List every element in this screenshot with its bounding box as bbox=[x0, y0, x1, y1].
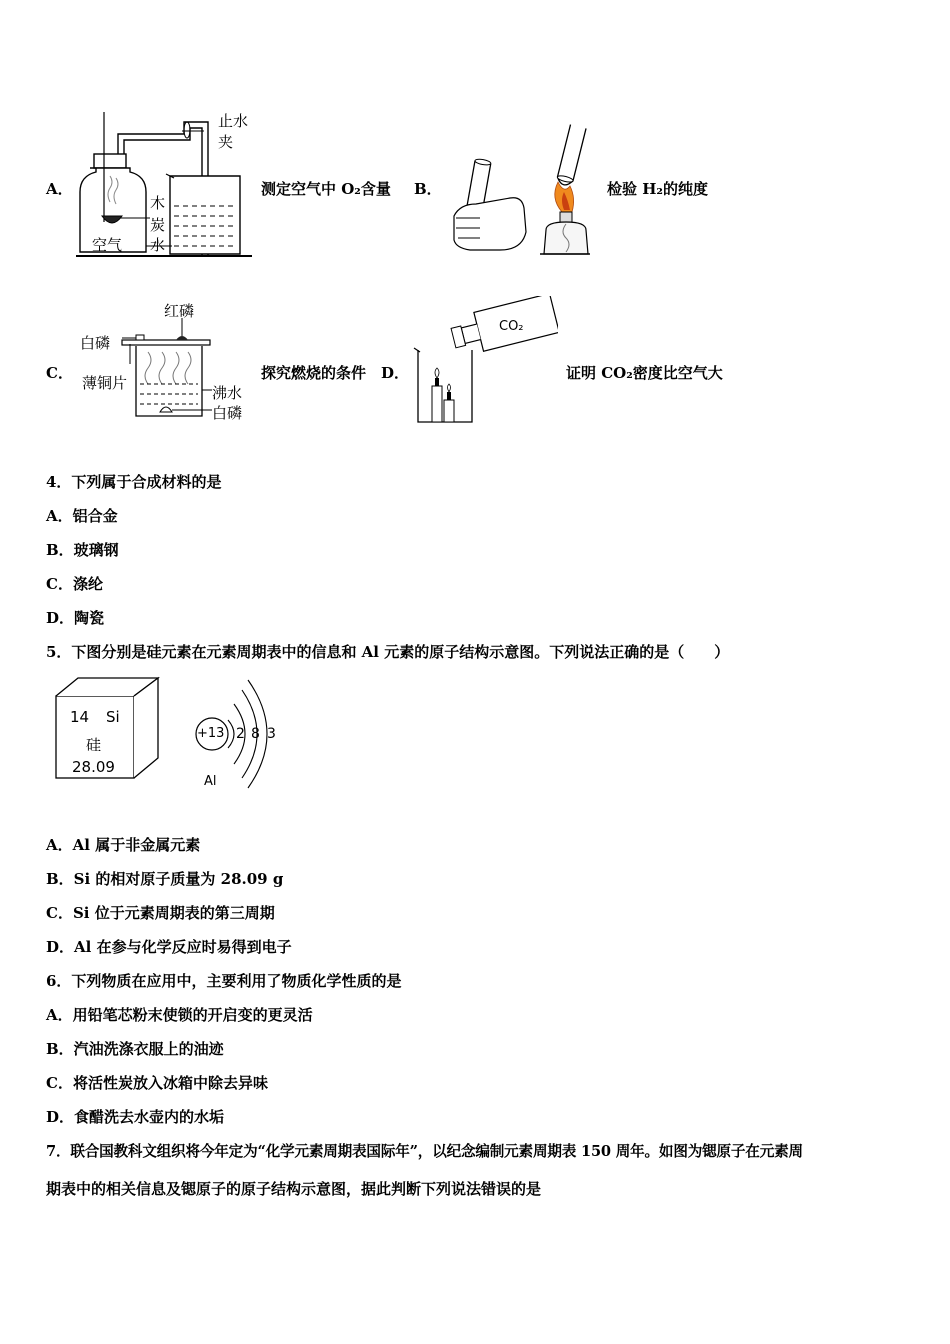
element-name: 硅 bbox=[86, 736, 102, 754]
element-atomic-mass: 28.09 bbox=[72, 758, 115, 776]
q4-stem: 4．下列属于合成材料的是 bbox=[46, 473, 222, 491]
q4-option-d: D．陶瓷 bbox=[46, 609, 105, 627]
q7-stem-line-1: 7．联合国教科文组织将今年定为“化学元素周期表国际年”，以纪念编制元素周期表 150 周年。如图为锶原子在元素周 bbox=[46, 1143, 803, 1160]
label-co2: CO₂ bbox=[499, 319, 524, 334]
q5-option-d: D．Al 在参与化学反应时易得到电子 bbox=[46, 938, 292, 956]
atom-label: Al bbox=[204, 774, 217, 789]
q3-option-d-figure bbox=[412, 296, 558, 426]
label-clamp: 止水夹 bbox=[218, 112, 249, 151]
label-boiling-water: 沸水 bbox=[212, 384, 243, 402]
label-charcoal-1: 木 bbox=[150, 194, 166, 212]
q4-option-c: C．涤纶 bbox=[46, 575, 103, 593]
q3-option-d-letter: D． bbox=[381, 364, 410, 382]
q4-option-a: A．铝合金 bbox=[46, 507, 118, 525]
label-white-phosphorus-top: 白磷 bbox=[80, 334, 111, 352]
q3-option-a-caption: 测定空气中 O₂含量 bbox=[261, 180, 391, 198]
q6-option-c: C．将活性炭放入冰箱中除去异味 bbox=[46, 1074, 268, 1092]
q6-option-b: B．汽油洗涤衣服上的油迹 bbox=[46, 1040, 224, 1058]
element-atomic-number: 14 bbox=[70, 708, 90, 726]
atom-shell-3: 3 bbox=[267, 726, 276, 742]
q3-option-b-caption: 检验 H₂的纯度 bbox=[607, 180, 708, 198]
q3-option-c-letter: C． bbox=[46, 364, 73, 382]
q3-option-c-figure bbox=[76, 298, 256, 424]
q7-stem-line-2: 期表中的相关信息及锶原子的原子结构示意图，据此判断下列说法错误的是 bbox=[46, 1180, 542, 1198]
label-red-phosphorus: 红磷 bbox=[164, 302, 195, 320]
q6-option-d: D．食醋洗去水壶内的水垢 bbox=[46, 1108, 225, 1126]
q3-option-a-letter: A． bbox=[46, 180, 73, 198]
q3-option-b-figure bbox=[450, 120, 590, 260]
atom-shell-1: 2 bbox=[236, 726, 245, 742]
label-charcoal-2: 炭 bbox=[150, 216, 166, 234]
q5-option-b: B．Si 的相对原子质量为 28.09 g bbox=[46, 870, 284, 888]
q3-option-d-caption: 证明 CO₂密度比空气大 bbox=[566, 364, 723, 382]
q3-option-b-letter: B． bbox=[414, 180, 442, 198]
q5-al-atom-diagram bbox=[190, 676, 286, 796]
q5-option-a: A．Al 属于非金属元素 bbox=[46, 836, 201, 854]
label-copper-plate: 薄铜片 bbox=[82, 374, 128, 392]
q5-option-c: C．Si 位于元素周期表的第三周期 bbox=[46, 904, 275, 922]
atom-shell-2: 8 bbox=[251, 726, 260, 742]
label-air: 空气 bbox=[92, 236, 123, 254]
q3-option-a-figure bbox=[74, 106, 260, 262]
q5-stem: 5．下图分别是硅元素在元素周期表中的信息和 Al 元素的原子结构示意图。下列说法正确的是（ ） bbox=[46, 643, 730, 661]
q3-option-c-caption: 探究燃烧的条件 bbox=[261, 364, 367, 382]
q6-option-a: A．用铅笔芯粉末使锁的开启变的更灵活 bbox=[46, 1006, 313, 1024]
label-water: 水 bbox=[150, 236, 166, 254]
q4-option-b: B．玻璃钢 bbox=[46, 541, 119, 559]
label-white-phosphorus-bottom: 白磷 bbox=[212, 404, 243, 422]
element-symbol: Si bbox=[106, 708, 120, 726]
q5-element-tile bbox=[54, 676, 162, 782]
q6-stem: 6．下列物质在应用中，主要利用了物质化学性质的是 bbox=[46, 972, 402, 990]
atom-nucleus: +13 bbox=[197, 726, 225, 741]
